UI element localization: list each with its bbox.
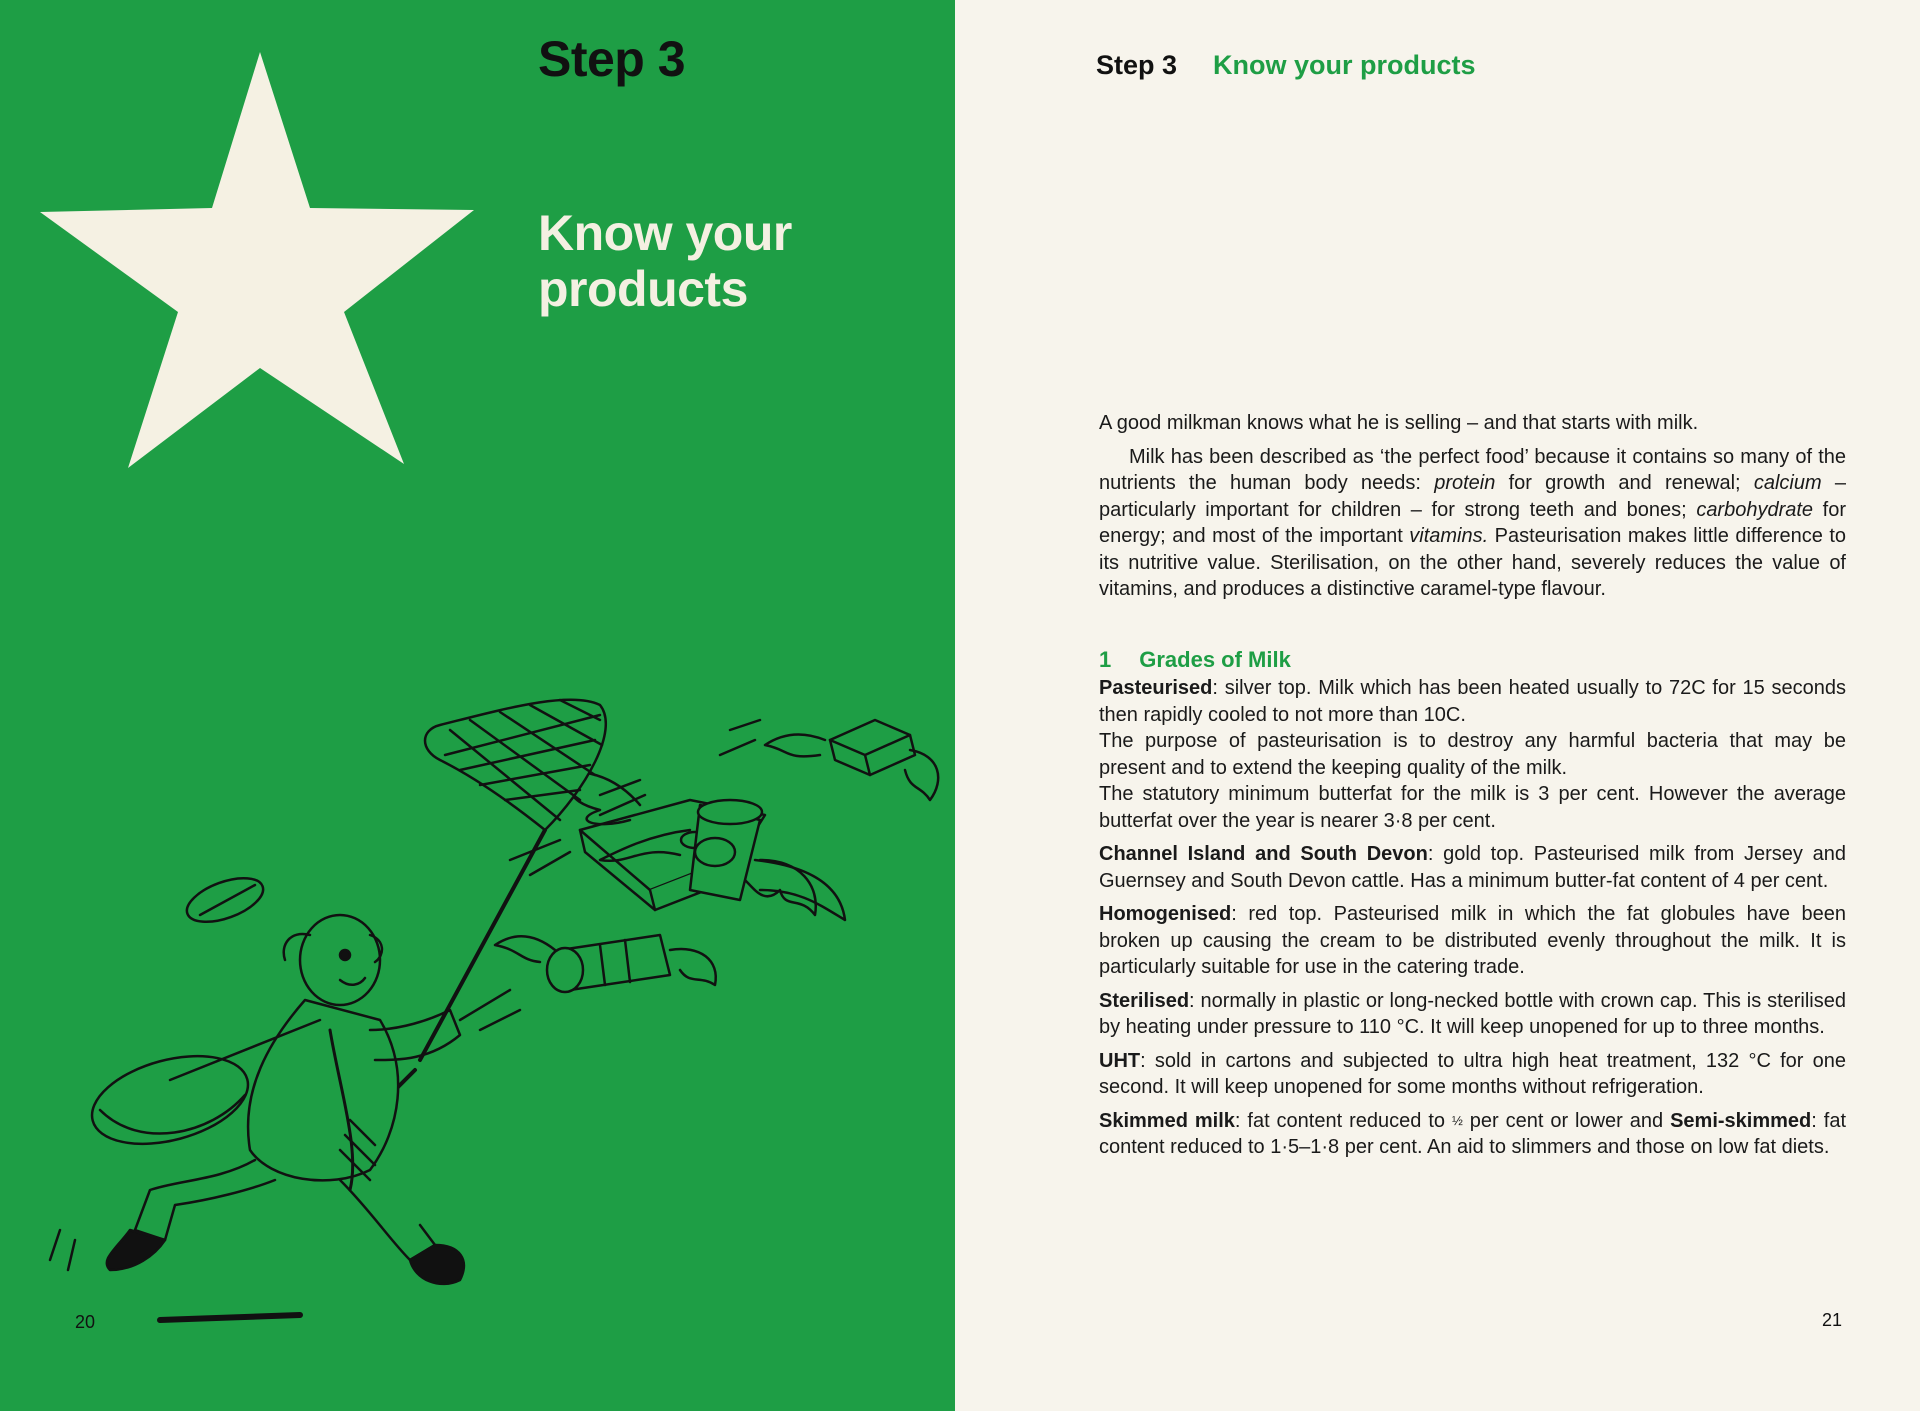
milkman-illustration: [40, 590, 940, 1330]
pasteurised-entry: Pasteurised: silver top. Milk which has been heated usually to 72C for 15 seconds then rapidly cooled to not more than 10C.: [1099, 677, 1846, 726]
butterfly-net-icon: [375, 700, 606, 1110]
section-title: Grades of Milk: [1139, 646, 1291, 672]
header-step: Step 3: [1096, 50, 1178, 80]
pasteurised-purpose: The purpose of pasteurisation is to destroy any harmful bacteria that may be present and to extend the keeping quality of the milk.: [1099, 730, 1846, 779]
chapter-title-line2: products: [538, 261, 748, 317]
nutrients-paragraph: Milk has been described as ‘the perfect food’ because it contains so many of the nutrients the human body needs: protein for growth and renewal; calcium – particularly important for children – for strong teeth and bones; carbohydrate for energy; and most of the important vitamins. Pasteurisation makes little difference to its nutritive value. Sterilisation, on the other hand, severely reduces the value of vitamins, and produces a distinctive caramel-type flavour.: [1099, 445, 1846, 600]
term-carbohydrate: carbohydrate: [1696, 498, 1814, 521]
section-number: 1: [1099, 646, 1112, 672]
body-text: [1099, 410, 1846, 1168]
homogenised-entry: Homogenised: red top. Pasteurised milk in which the fat globules have been broken up causing the cream to be distributed evenly throughout the milk. It is particularly suitable for use in the catering trade.: [1099, 903, 1846, 978]
term-calcium: calcium: [1753, 472, 1822, 494]
flying-butter-icon: [720, 720, 938, 800]
chapter-title: [538, 205, 792, 317]
intro-paragraph: A good milkman knows what he is selling – and that starts with milk.: [1099, 412, 1699, 434]
page-number-right: 21: [1822, 1310, 1843, 1330]
page-number-left: 20: [75, 1312, 96, 1332]
step-label: Step 3: [538, 31, 686, 87]
skimmed-entry: Skimmed milk: fat content reduced to ½ per cent or lower and Semi-skimmed: fat content reduced to 1·5–1·8 per cent. An aid to slimmers and those on low fat diets.: [1099, 1109, 1846, 1158]
milkman-figure: [50, 869, 464, 1320]
left-page: [0, 0, 955, 1411]
star-icon: [38, 50, 478, 470]
uht-entry: UHT: sold in cartons and subjected to ultra high heat treatment, 132 °C for one second. It will keep unopened for some months without refrigeration.: [1099, 1049, 1846, 1098]
sterilised-entry: Sterilised: normally in plastic or long-necked bottle with crown cap. This is sterilised by heating under pressure to 110 °C. It will keep unopened for up to three months.: [1099, 989, 1846, 1038]
chapter-title-line1: Know your: [538, 205, 792, 261]
pasteurised-butterfat: The statutory minimum butterfat for the milk is 3 per cent. However the average butterfat over the year is nearer 3·8 per cent.: [1099, 783, 1846, 832]
section-heading: [1099, 647, 1846, 674]
running-header: [1096, 50, 1476, 81]
channel-island-entry: Channel Island and South Devon: gold top. Pasteurised milk from Jersey and Guernsey and South Devon cattle. Has a minimum butter-fat content of 4 per cent.: [1099, 843, 1847, 892]
header-title: Know your products: [1213, 50, 1476, 80]
flying-tube-icon: [460, 935, 716, 1030]
term-protein: protein: [1434, 472, 1496, 494]
term-vitamins: vitamins.: [1409, 525, 1489, 547]
